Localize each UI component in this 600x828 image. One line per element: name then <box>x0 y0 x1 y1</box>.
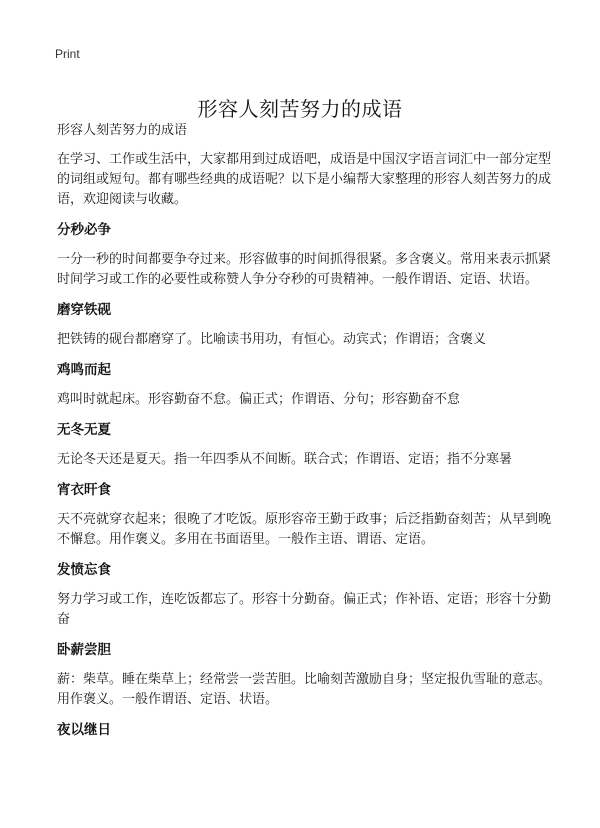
idiom-entry <box>57 560 553 630</box>
idiom-entry <box>57 480 553 550</box>
article-body <box>57 121 553 750</box>
idiom-definition: 鸡叫时就起床。形容勤奋不怠。偏正式；作谓语、分句；形容勤奋不怠 <box>57 392 461 407</box>
print-link[interactable]: Print <box>55 47 80 61</box>
idiom-definition: 一分一秒的时间都要争夺过来。形容做事的时间抓得很紧。多含褒义。常用来表示抓紧时间学习或工作的必要性或称赞人争分夺秒的可贵精神。一般作谓语、定语、状语。 <box>57 252 552 287</box>
idiom-definition: 努力学习或工作，连吃饭都忘了。形容十分勤奋。偏正式；作补语、定语；形容十分勤奋 <box>57 592 552 627</box>
idiom-heading: 鸡鸣而起 <box>57 362 111 378</box>
idiom-definition: 薪：柴草。睡在柴草上；经常尝一尝苦胆。比喻刻苦激励自身；坚定报仇雪耻的意志。用作褒义。一般作谓语、定语、状语。 <box>57 672 552 707</box>
idiom-entry <box>57 720 553 740</box>
idiom-heading: 磨穿铁砚 <box>57 302 111 318</box>
idiom-definition: 天不亮就穿衣起来；很晚了才吃饭。原形容帝王勤于政事；后泛指勤奋刻苦；从早到晚不懈怠。用作褒义。多用在书面语里。一般作主语、谓语、定语。 <box>57 512 552 547</box>
idiom-heading: 宵衣旰食 <box>57 482 111 498</box>
article-subtitle: 形容人刻苦努力的成语 <box>57 123 188 138</box>
page-title: 形容人刻苦努力的成语 <box>197 97 403 122</box>
idiom-entry <box>57 360 553 410</box>
idiom-entry <box>57 420 553 470</box>
idiom-heading: 分秒必争 <box>57 222 111 238</box>
idiom-heading: 发愤忘食 <box>57 562 111 578</box>
idiom-heading: 无冬无夏 <box>57 422 111 438</box>
idiom-entry <box>57 300 553 350</box>
idiom-definition: 无论冬天还是夏天。指一年四季从不间断。联合式；作谓语、定语；指不分寒暑 <box>57 452 513 467</box>
idiom-entry <box>57 220 553 290</box>
idiom-definition: 把铁铸的砚台都磨穿了。比喻读书用功，有恒心。动宾式；作谓语；含褒义 <box>57 332 487 347</box>
idiom-heading: 夜以继日 <box>57 722 111 738</box>
idiom-heading: 卧薪尝胆 <box>57 642 111 658</box>
idiom-entry <box>57 640 553 710</box>
intro-paragraph: 在学习、工作或生活中，大家都用到过成语吧，成语是中国汉字语言词汇中一部分定型的词组或短句。都有哪些经典的成语呢？以下是小编帮大家整理的形容人刻苦努力的成语，欢迎阅读与收藏。 <box>57 152 552 207</box>
